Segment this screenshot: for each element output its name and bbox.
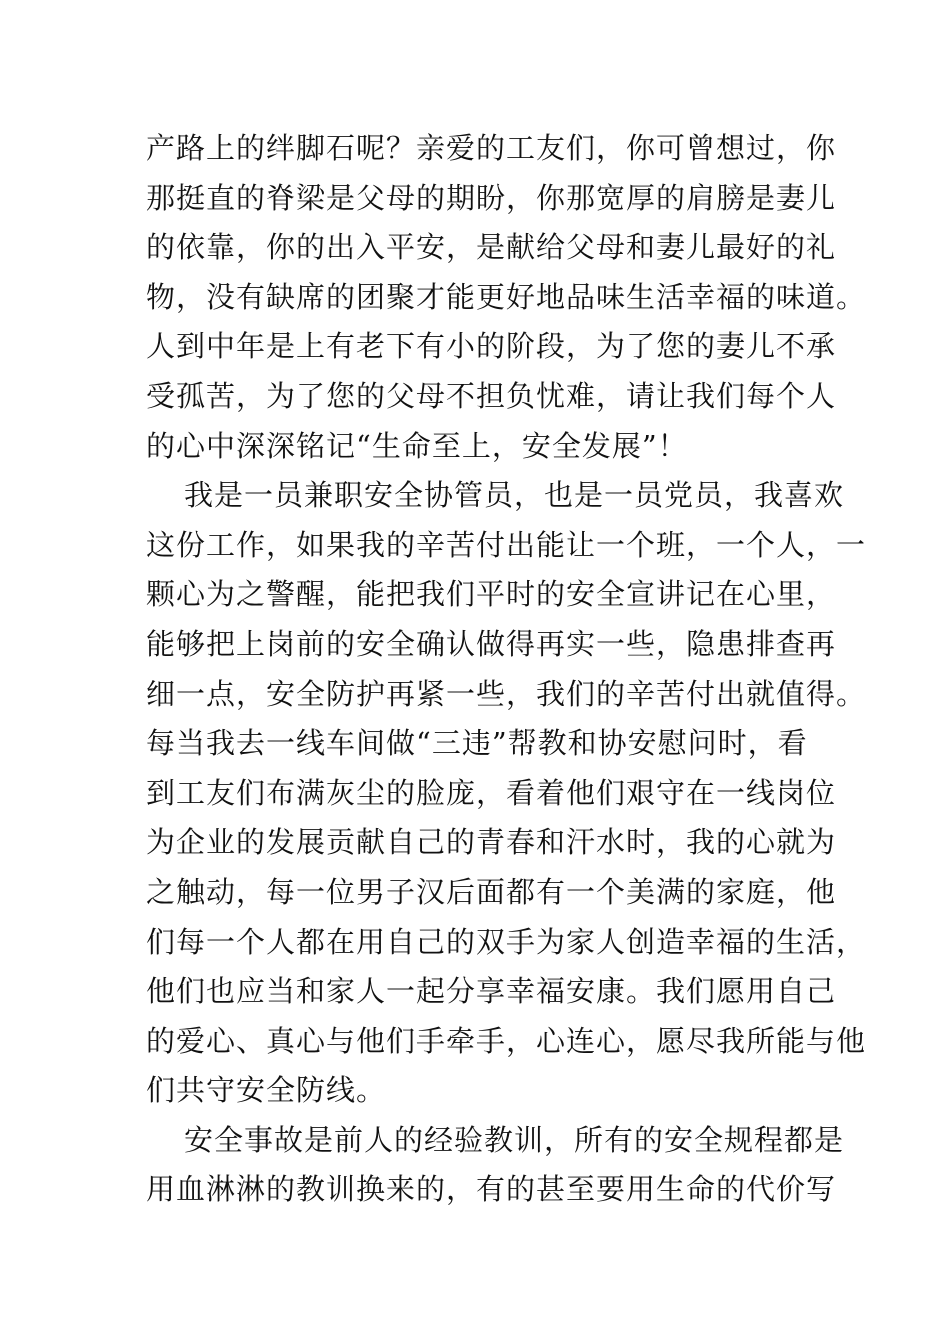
body-text — [146, 124, 867, 1215]
paragraph — [146, 471, 867, 1116]
text-line: 能够把上岗前的安全确认做得再实一些，隐患排查再 — [146, 626, 837, 661]
text-line: 们共守安全防线。 — [146, 1073, 387, 1108]
text-line: 物，没有缺席的团聚才能更好地品味生活幸福的味道。 — [146, 279, 867, 314]
text-line: 的依靠，你的出入平安，是献给父母和妻儿最好的礼 — [146, 230, 837, 265]
paragraph — [146, 124, 867, 471]
text-line: 他们也应当和家人一起分享幸福安康。我们愿用自己 — [146, 974, 837, 1009]
text-line: 用血淋淋的教训换来的，有的甚至要用生命的代价写 — [146, 1172, 837, 1207]
text-line: 这份工作，如果我的辛苦付出能让一个班，一个人，一 — [146, 527, 867, 562]
paragraph — [146, 1116, 845, 1215]
text-line: 们每一个人都在用自己的双手为家人创造幸福的生活， — [146, 924, 867, 959]
text-line: 颗心为之警醒，能把我们平时的安全宣讲记在心里， — [146, 577, 837, 612]
text-line: 人到中年是上有老下有小的阶段，为了您的妻儿不承 — [146, 329, 837, 364]
text-line-first: 我是一员兼职安全协管员，也是一员党员，我喜欢 — [184, 478, 845, 513]
text-line-first: 安全事故是前人的经验教训，所有的安全规程都是 — [184, 1122, 845, 1157]
text-line: 细一点，安全防护再紧一些，我们的辛苦付出就值得。 — [146, 676, 867, 711]
text-line: 受孤苦，为了您的父母不担负忧难，请让我们每个人 — [146, 378, 837, 413]
text-line: 到工友们布满灰尘的脸庞，看着他们艰守在一线岗位 — [146, 775, 837, 810]
text-line: 之触动，每一位男子汉后面都有一个美满的家庭，他 — [146, 874, 837, 909]
text-line: 的心中深深铭记“生命至上，安全发展”！ — [146, 428, 688, 463]
text-line: 每当我去一线车间做“三违”帮教和协安慰问时，看 — [146, 726, 808, 761]
text-line: 产路上的绊脚石呢？亲爱的工友们，你可曾想过，你 — [146, 131, 837, 165]
text-line: 的爱心、真心与他们手牵手，心连心，愿尽我所能与他 — [146, 1023, 867, 1058]
text-line: 那挺直的脊梁是父母的期盼，你那宽厚的肩膀是妻儿 — [146, 180, 837, 215]
text-line: 为企业的发展贡献自己的青春和汗水时，我的心就为 — [146, 825, 837, 860]
